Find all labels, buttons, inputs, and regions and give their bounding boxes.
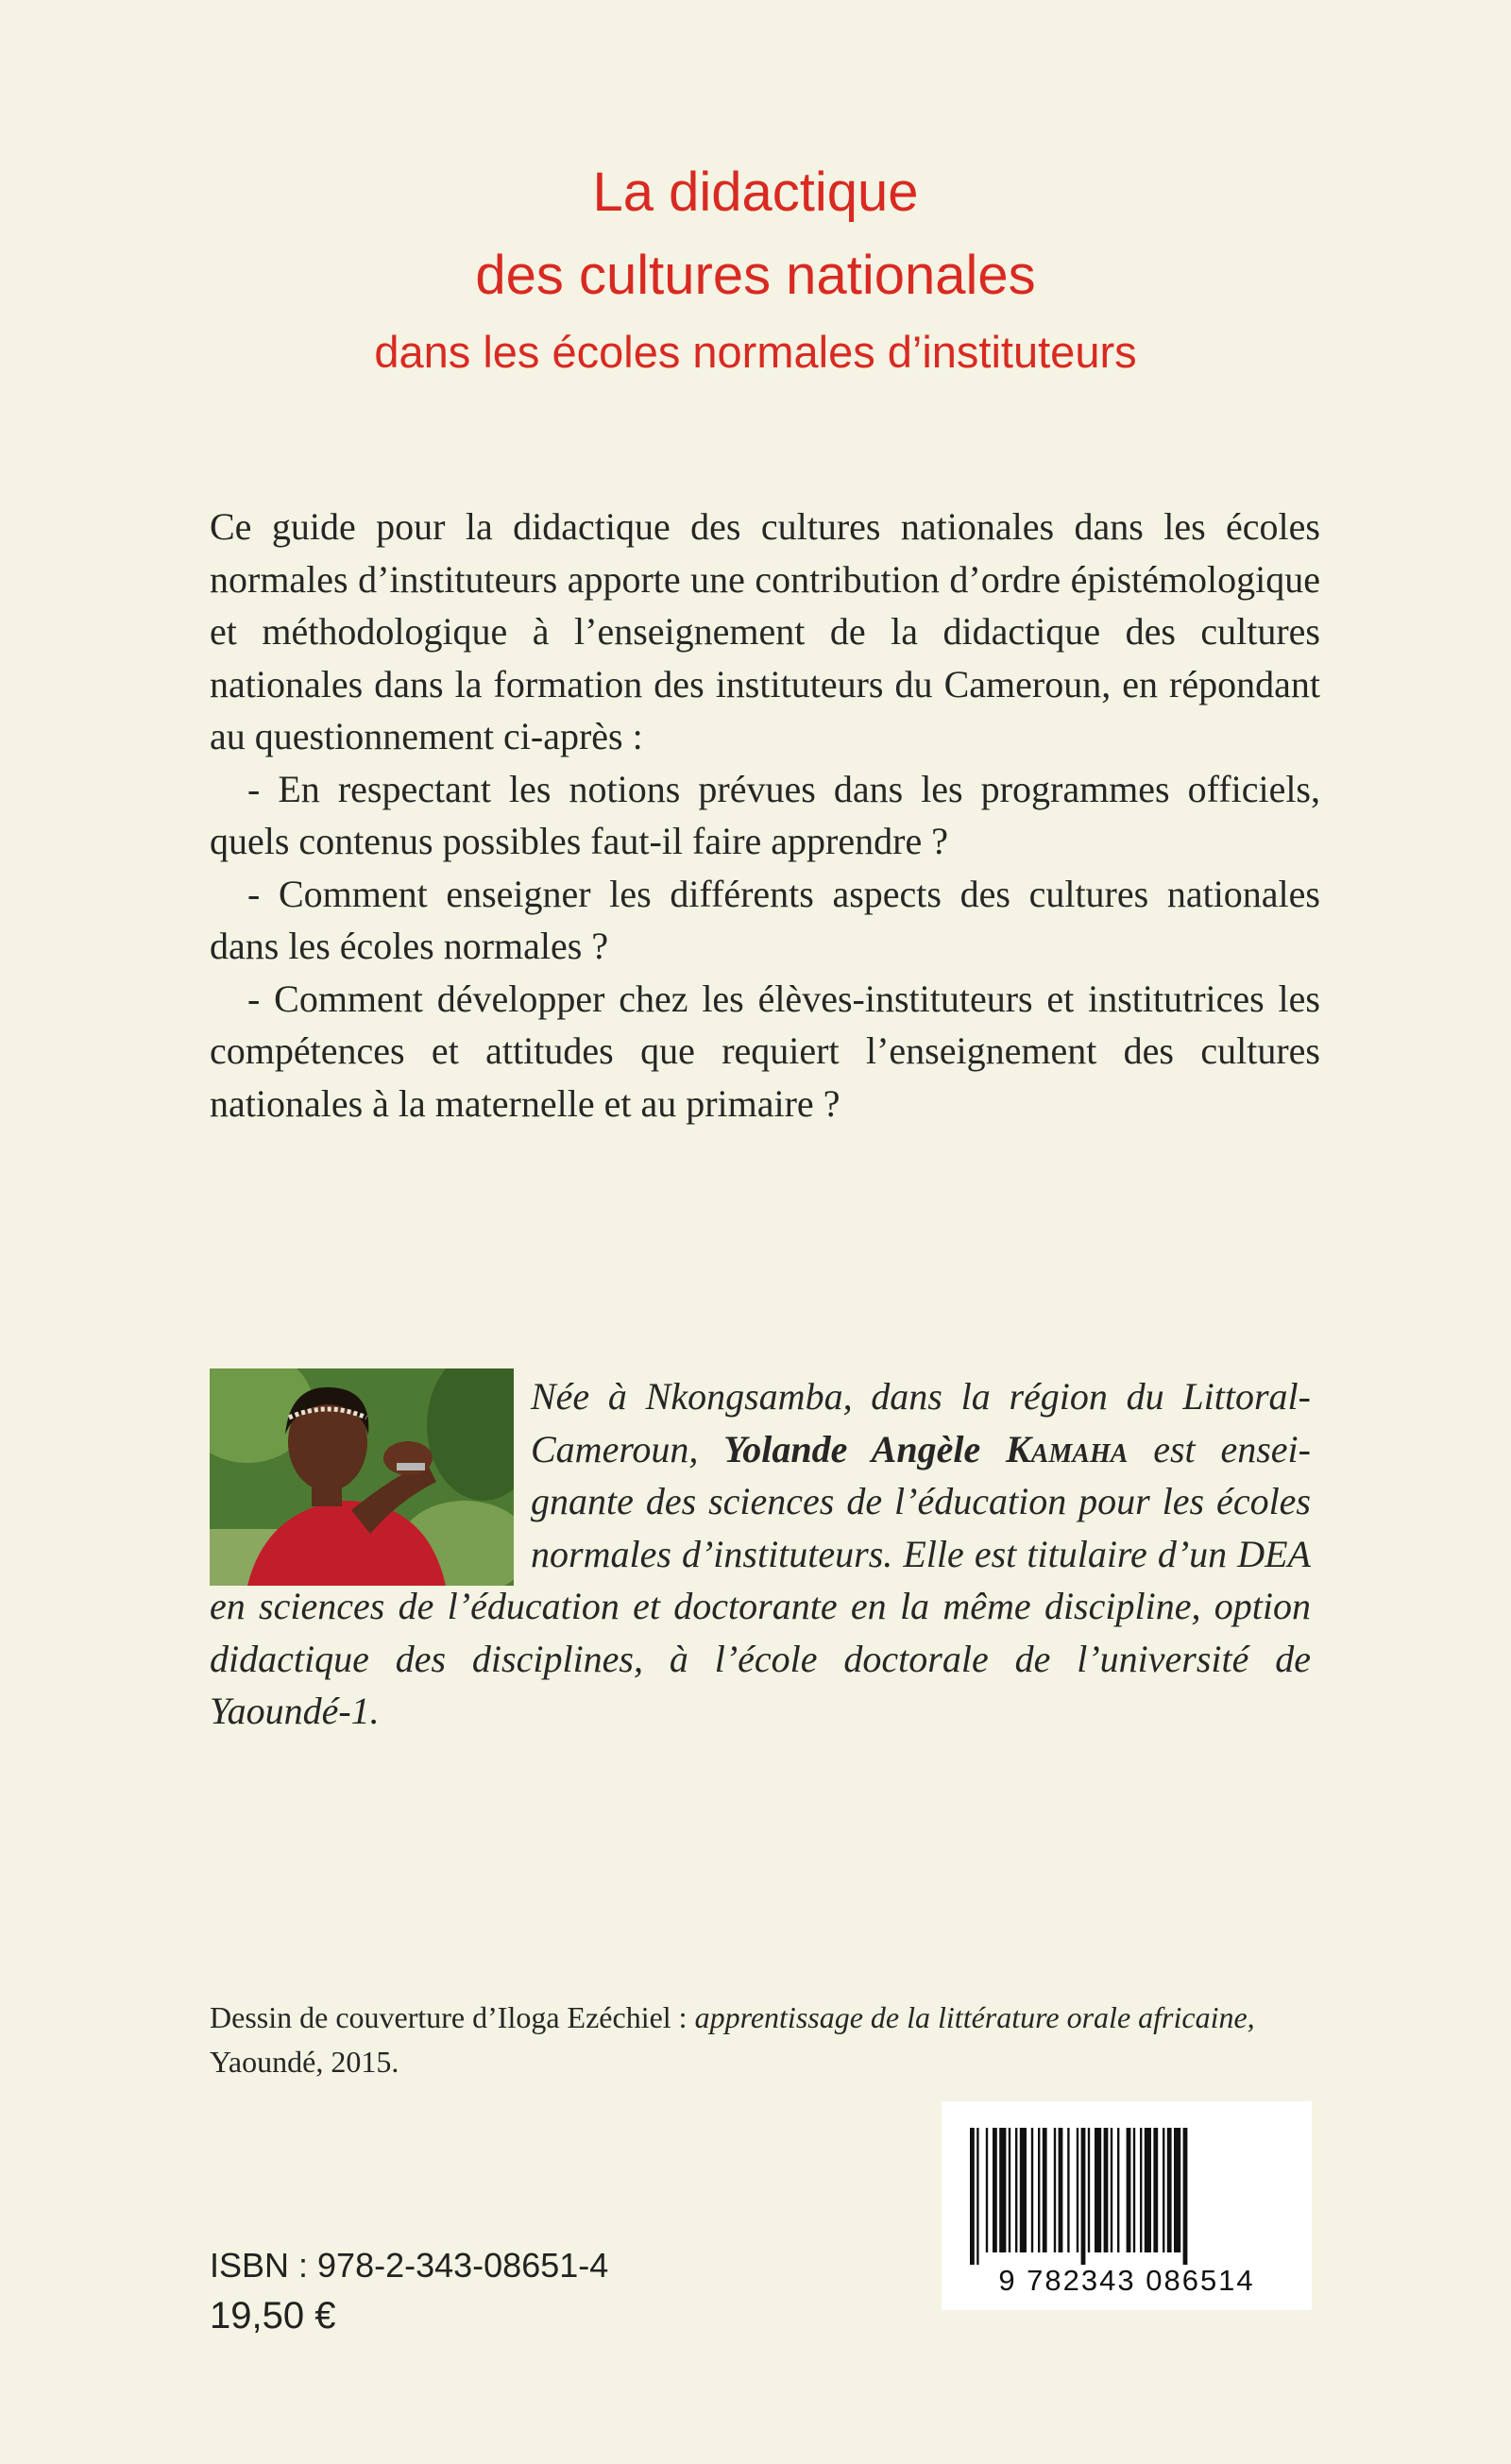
- barcode-bar: [1145, 2128, 1151, 2252]
- barcode-bars: [970, 2128, 1283, 2265]
- book-title-line-2: des cultures nationales: [475, 245, 1036, 306]
- barcode-bar: [1127, 2128, 1131, 2252]
- barcode-bar: [1015, 2128, 1017, 2252]
- barcode-bar: [1163, 2128, 1164, 2252]
- barcode-digits: 9 782343 086514: [998, 2264, 1255, 2297]
- barcode-bar: [1174, 2128, 1180, 2252]
- barcode-bar: [1043, 2128, 1047, 2252]
- barcode-bar: [1095, 2128, 1101, 2252]
- blurb-question-3: - Comment développer chez les élèves-instituteurs et institutrices les compétences et attitudes que requiert l’enseignement des cultures nationales à la maternelle et au primaire ?: [210, 977, 1320, 1125]
- author-name: [723, 1428, 1128, 1470]
- author-bio-intro: Née à Nkongsamba, dans la région du Littoral-Cameroun,: [531, 1375, 1311, 1470]
- blurb-question-2: - Comment enseigner les différents aspects des cultures nationales dans les écoles normales ?: [210, 872, 1320, 967]
- barcode-bar: [993, 2128, 997, 2252]
- price-label: 19,50 €: [210, 2295, 336, 2337]
- blurb-question-1: - En respectant les notions prévues dans les programmes officiels, quels contenus possibles faut-il faire apprendre ?: [210, 767, 1320, 862]
- book-title-line-1: La didactique: [592, 161, 919, 223]
- barcode-bar: [976, 2128, 978, 2265]
- barcode-bar: [1059, 2128, 1063, 2252]
- blurb-intro: Ce guide pour la didactique des cultures nationales dans les écoles normales d’instituteurs apporte une contribution d’ordre épistémologique et méthodologique à l’enseignement de la didactique des cultures nationales dans la formation des instituteurs du Cameroun, en répondant au questionnement ci-après :: [210, 505, 1320, 757]
- barcode-bar: [1067, 2128, 1069, 2252]
- isbn-label: ISBN : 978-2-343-08651-4: [210, 2246, 609, 2285]
- barcode-bar: [986, 2128, 988, 2252]
- barcode-bar: [1054, 2128, 1056, 2252]
- barcode-bar: [1153, 2128, 1158, 2252]
- barcode-bar: [1133, 2128, 1135, 2252]
- barcode-bar: [1104, 2128, 1109, 2252]
- barcode-bar: [1117, 2128, 1119, 2252]
- credit-prefix: Dessin de couverture d’Iloga Ezéchiel :: [210, 2000, 688, 2034]
- barcode-panel: [942, 2101, 1312, 2310]
- author-bio-rest: est enseignante des sciences de l’éducation pour les écoles normales d’instituteurs. Elle est titulaire d’un DEA en sciences de l’éducation et doctorante en la même discipline, option didactique des disciplines, à l’école doctorale de l’université de Yaoundé-1.: [210, 1427, 1311, 1732]
- barcode-bar: [1081, 2128, 1086, 2265]
- book-subtitle: dans les écoles normales d’instituteurs: [374, 327, 1137, 377]
- author-surname: Kamaha: [1006, 1427, 1129, 1470]
- barcode-bar: [1009, 2128, 1010, 2252]
- cover-illustration-credit: [210, 1996, 1315, 2084]
- author-bio: [210, 1370, 1311, 1738]
- author-first-names: Yolande Angèle: [723, 1427, 981, 1470]
- barcode-bar: [999, 2128, 1006, 2252]
- barcode-bar: [1167, 2128, 1172, 2252]
- barcode-bar: [1077, 2128, 1078, 2252]
- cover-title-block: [0, 151, 1511, 385]
- credit-work-title: apprentissage de la littérature orale africaine,: [694, 2000, 1255, 2034]
- barcode-bar: [1031, 2128, 1033, 2252]
- barcode-bar: [1088, 2128, 1090, 2252]
- credit-place-year: Yaoundé, 2015.: [210, 2045, 399, 2079]
- barcode-bar: [970, 2128, 975, 2265]
- barcode-bar: [1020, 2128, 1027, 2252]
- barcode-bar: [1140, 2128, 1142, 2252]
- photo-text-wrap-spacer: [210, 1370, 531, 1580]
- back-cover-blurb: [210, 501, 1320, 1130]
- barcode-bar: [1038, 2128, 1040, 2252]
- barcode-bar: [1111, 2128, 1112, 2252]
- barcode-bar: [1183, 2128, 1188, 2265]
